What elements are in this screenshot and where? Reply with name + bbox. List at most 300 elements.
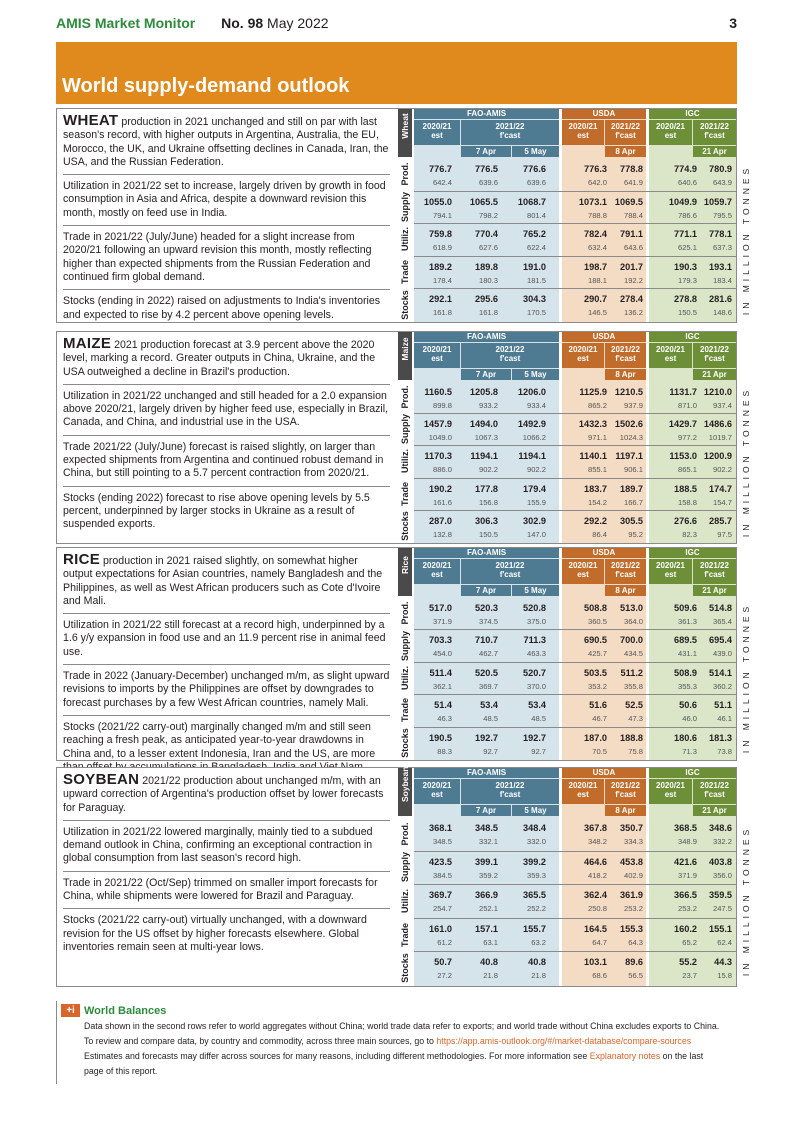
source-usda: USDA <box>562 332 646 342</box>
row-label-text: Supply <box>400 191 410 222</box>
world-value: 689.5 <box>674 635 697 646</box>
world-value: 695.4 <box>709 635 732 646</box>
world-value: 508.9 <box>674 667 697 678</box>
row-label-trade <box>398 257 412 290</box>
paragraph-text: Trade in 2021/22 (July/June) headed for a slight increase from 2020/21 following an upward revision this month, mostly reflecting higher than expected shipments from the Russian Federation and continued firm global demand. <box>63 231 372 283</box>
world-excl-china-value: 371.9 <box>432 617 452 626</box>
world-excl-china-value: 902.2 <box>478 465 498 475</box>
world-value: 1429.7 <box>668 419 697 430</box>
banner-title: World supply-demand outlook <box>62 75 350 97</box>
paragraph-text: Utilization in 2021/22 set to increase, largely driven by growth in food consumption in Asia and Africa, despite a downward revision this month, mostly on feed use in India. <box>63 180 386 219</box>
world-excl-china-value: 618.9 <box>432 243 452 253</box>
world-excl-china-value: 27.2 <box>437 971 452 981</box>
row-divider <box>414 727 736 728</box>
world-excl-china-value: 640.6 <box>677 178 697 187</box>
usda-forecast-header <box>605 779 646 804</box>
igc-estimate-header <box>649 120 692 145</box>
world-excl-china-value: 977.2 <box>677 433 697 443</box>
world-value: 306.3 <box>475 515 498 526</box>
source-usda: USDA <box>562 548 646 558</box>
world-excl-china-value: 82.3 <box>682 529 697 539</box>
row-label-text: Trade <box>400 922 410 947</box>
world-value: 778.8 <box>620 164 643 174</box>
world-excl-china-value: 158.8 <box>677 497 697 507</box>
world-excl-china-value: 146.5 <box>587 308 607 318</box>
fao-forecast-header <box>461 559 559 584</box>
season-type: f'cast <box>704 354 725 363</box>
fao-forecast-header <box>461 120 559 145</box>
world-excl-china-value: 971.1 <box>587 433 607 443</box>
world-excl-china-value: 362.1 <box>432 681 452 691</box>
world-excl-china-value: 795.5 <box>712 210 732 220</box>
row-label-text: Stocks <box>400 511 410 541</box>
season-label: 2020/21 <box>656 781 685 790</box>
world-excl-china-value: 418.2 <box>587 870 607 880</box>
season-type: est <box>431 790 443 799</box>
world-excl-china-value: 454.0 <box>432 649 452 659</box>
row-label-prod <box>398 159 412 192</box>
world-excl-china-value: 434.5 <box>623 649 643 659</box>
season-label: 2021/22 <box>611 345 640 354</box>
world-value: 399.2 <box>523 856 546 867</box>
season-type: f'cast <box>704 131 725 140</box>
commodity-heading: MAIZE <box>63 335 112 352</box>
world-excl-china-value: 937.9 <box>623 401 643 410</box>
world-excl-china-value: 641.9 <box>623 178 643 187</box>
world-balances-title: World Balances <box>84 1005 167 1017</box>
world-value: 362.4 <box>584 890 607 901</box>
unit-label <box>739 158 753 323</box>
world-excl-china-value: 348.9 <box>677 837 697 846</box>
row-label-utiliz <box>398 446 412 478</box>
world-excl-china-value: 178.4 <box>432 275 452 285</box>
world-excl-china-value: 1024.3 <box>619 433 643 443</box>
row-divider <box>414 288 736 289</box>
world-value: 348.6 <box>709 823 732 833</box>
world-value: 403.8 <box>709 856 732 867</box>
world-excl-china-value: 252.1 <box>478 904 498 914</box>
world-value: 189.7 <box>620 483 643 494</box>
commentary-paragraph <box>63 332 390 385</box>
world-excl-china-value: 166.7 <box>623 497 643 507</box>
source-fao-amis: FAO-AMIS <box>414 548 559 558</box>
world-excl-china-value: 801.4 <box>526 210 546 220</box>
season-label: 2021/22 <box>495 345 525 354</box>
world-excl-china-value: 15.8 <box>717 971 732 981</box>
fao-date-2: 5 May <box>512 146 559 157</box>
world-value: 1153.0 <box>669 451 697 462</box>
page-header <box>56 15 737 37</box>
season-type: f'cast <box>615 570 636 579</box>
world-value: 1486.6 <box>703 419 732 430</box>
world-excl-china-value: 332.1 <box>478 837 498 846</box>
world-value: 1200.9 <box>703 451 732 462</box>
world-value: 1206.0 <box>517 387 546 397</box>
balance-table <box>414 548 736 760</box>
world-excl-china-value: 63.2 <box>531 937 546 947</box>
usda-date: 8 Apr <box>605 805 646 816</box>
world-value: 359.5 <box>709 890 732 901</box>
usda-forecast-header <box>605 343 646 368</box>
fao-forecast-header <box>461 779 559 804</box>
paragraph-text: Utilization in 2021/22 lowered marginally, mainly tied to a subdued demand outlook in China, confirming an exceptional contraction in global consumption from last season's record high. <box>63 825 373 865</box>
fao-date-2: 5 May <box>512 805 559 816</box>
world-excl-china-value: 161.8 <box>478 308 498 318</box>
world-excl-china-value: 250.8 <box>587 904 607 914</box>
row-label-supply <box>398 630 412 662</box>
world-balances-note <box>56 1001 737 1084</box>
row-label-stocks <box>398 289 412 322</box>
season-label: 2020/21 <box>656 345 685 354</box>
world-excl-china-value: 625.1 <box>677 243 697 253</box>
world-excl-china-value: 643.6 <box>623 243 643 253</box>
igc-estimate-header <box>649 779 692 804</box>
world-excl-china-value: 95.2 <box>628 529 643 539</box>
world-excl-china-value: 73.8 <box>717 746 732 756</box>
row-label-text: Utiliz. <box>400 449 410 474</box>
world-value: 703.3 <box>429 635 452 646</box>
world-value: 278.8 <box>674 294 697 305</box>
world-excl-china-value: 46.7 <box>592 714 607 724</box>
world-excl-china-value: 360.2 <box>712 681 732 691</box>
world-value: 198.7 <box>584 261 607 272</box>
world-value: 192.7 <box>475 732 498 743</box>
commentary-paragraph <box>63 872 390 910</box>
season-label: 2021/22 <box>495 561 525 570</box>
row-divider <box>414 223 736 224</box>
world-value: 179.4 <box>523 483 546 494</box>
row-label-text: Prod. <box>400 822 410 846</box>
world-excl-china-value: 371.9 <box>677 870 697 880</box>
world-value: 183.7 <box>584 483 607 494</box>
unit-label <box>739 817 753 987</box>
world-value: 187.0 <box>584 732 607 743</box>
world-value: 305.5 <box>620 515 643 526</box>
unit-label-text: IN MILLION TONNES <box>741 825 751 977</box>
commentary-paragraph <box>63 548 390 614</box>
source-fao-amis: FAO-AMIS <box>414 109 559 119</box>
world-value: 361.9 <box>620 890 643 901</box>
world-excl-china-value: 68.6 <box>592 971 607 981</box>
fao-forecast-header <box>461 343 559 368</box>
world-value: 1432.3 <box>578 419 607 430</box>
world-value: 174.7 <box>709 483 732 494</box>
unit-label <box>739 597 753 761</box>
world-excl-china-value: 150.5 <box>677 308 697 318</box>
world-value: 1197.1 <box>615 451 643 462</box>
row-label-text: Trade <box>400 481 410 506</box>
source-fao-amis: FAO-AMIS <box>414 768 559 778</box>
world-value: 776.6 <box>523 164 546 174</box>
world-value: 191.0 <box>523 261 546 272</box>
balance-table <box>414 768 736 986</box>
row-label-stocks <box>398 952 412 986</box>
commentary-paragraph <box>63 665 390 716</box>
fao-estimate-header <box>414 779 460 804</box>
commodity-commentary <box>57 768 396 986</box>
world-value: 453.8 <box>620 856 643 867</box>
unit-label-text: IN MILLION TONNES <box>741 602 751 754</box>
world-value: 181.3 <box>709 732 732 743</box>
season-label: 2021/22 <box>611 122 640 131</box>
world-value: 201.7 <box>620 261 643 272</box>
world-excl-china-value: 639.6 <box>478 178 498 187</box>
fao-date-1: 7 Apr <box>461 369 511 380</box>
season-label: 2021/22 <box>700 781 729 790</box>
season-type: f'cast <box>499 354 521 363</box>
paragraph-text: 2021 production forecast at 3.9 percent above the 2020 level, marking a record. Greater outputs in China, Ukraine, and the USA outweighed a decline in Brazil's production. <box>63 339 376 378</box>
world-value: 509.6 <box>674 603 697 613</box>
world-value: 190.2 <box>429 483 452 494</box>
row-divider <box>414 510 736 511</box>
commodity-heading: RICE <box>63 551 101 568</box>
paragraph-text: production in 2021 unchanged and still on par with last season's record, with higher outputs in Argentina, Australia, the EU, Morocco, the UK, and Ukraine offsetting declines in Canada, Iran, the USA, and the Russian Federation. <box>63 116 389 168</box>
world-value: 295.6 <box>475 294 498 305</box>
world-value: 161.0 <box>429 923 452 934</box>
world-value: 350.7 <box>620 823 643 833</box>
balance-table <box>414 332 736 543</box>
world-excl-china-value: 1067.3 <box>474 433 498 443</box>
world-excl-china-value: 161.8 <box>432 308 452 318</box>
world-excl-china-value: 788.4 <box>623 210 643 220</box>
source-usda: USDA <box>562 109 646 119</box>
world-excl-china-value: 332.2 <box>712 837 732 846</box>
world-excl-china-value: 906.1 <box>623 465 643 475</box>
world-excl-china-value: 86.4 <box>592 529 607 539</box>
world-excl-china-value: 70.5 <box>592 746 607 756</box>
world-excl-china-value: 384.5 <box>432 870 452 880</box>
fao-date-1: 7 Apr <box>461 585 511 596</box>
world-excl-china-value: 136.2 <box>623 308 643 318</box>
world-value: 278.4 <box>620 294 643 305</box>
world-excl-china-value: 348.5 <box>432 837 452 846</box>
commodity-heading: SOYBEAN <box>63 771 140 788</box>
usda-forecast-header <box>605 559 646 584</box>
world-value: 511.2 <box>620 667 643 678</box>
world-value: 1073.1 <box>578 196 607 207</box>
world-value: 276.6 <box>674 515 697 526</box>
world-excl-china-value: 332.0 <box>526 837 546 846</box>
world-value: 1068.7 <box>517 196 546 207</box>
world-value: 710.7 <box>475 635 498 646</box>
world-value: 776.3 <box>584 164 607 174</box>
paragraph-text: 2021/22 production about unchanged m/m, with an upward correction of Argentina's production offset by lower forecasts for Paraguay. <box>63 775 384 814</box>
world-value: 776.5 <box>475 164 498 174</box>
world-value: 711.3 <box>523 635 546 646</box>
world-value: 189.8 <box>475 261 498 272</box>
row-label-text: Supply <box>400 414 410 445</box>
world-value: 770.4 <box>475 229 498 240</box>
world-excl-china-value: 361.3 <box>677 617 697 626</box>
commentary-paragraph <box>63 226 390 290</box>
world-value: 302.9 <box>523 515 546 526</box>
season-label: 2020/21 <box>568 781 598 790</box>
row-label-text: Prod. <box>400 601 410 625</box>
world-excl-china-value: 46.3 <box>437 714 452 724</box>
world-excl-china-value: 364.0 <box>623 617 643 626</box>
world-value: 292.1 <box>429 294 452 305</box>
commodity-side-label <box>398 332 412 380</box>
world-excl-china-value: 374.5 <box>478 617 498 626</box>
world-excl-china-value: 88.3 <box>437 746 452 756</box>
world-value: 423.5 <box>429 856 452 867</box>
row-label-text: Utiliz. <box>400 665 410 690</box>
world-value: 285.7 <box>709 515 732 526</box>
row-label-text: Stocks <box>400 728 410 758</box>
usda-date: 8 Apr <box>605 585 646 596</box>
world-excl-china-value: 370.0 <box>526 681 546 691</box>
world-value: 780.9 <box>709 164 732 174</box>
usda-estimate-header <box>562 779 604 804</box>
world-excl-china-value: 188.1 <box>587 275 607 285</box>
world-value: 464.6 <box>584 856 607 867</box>
world-excl-china-value: 150.5 <box>478 529 498 539</box>
world-excl-china-value: 627.6 <box>478 243 498 253</box>
season-label: 2020/21 <box>568 561 598 570</box>
igc-estimate-header <box>649 343 692 368</box>
world-value: 1492.9 <box>517 419 546 430</box>
world-value: 1055.0 <box>423 196 452 207</box>
world-excl-china-value: 637.3 <box>712 243 732 253</box>
world-excl-china-value: 899.8 <box>432 401 452 410</box>
world-excl-china-value: 933.2 <box>478 401 498 410</box>
season-type: est <box>431 570 443 579</box>
igc-forecast-header <box>693 779 736 804</box>
world-excl-china-value: 75.8 <box>628 746 643 756</box>
commodity-name: Soybean <box>400 766 410 802</box>
world-excl-china-value: 937.4 <box>712 401 732 410</box>
row-divider <box>414 662 736 663</box>
paragraph-text: Stocks (ending 2022) forecast to rise above opening levels by 5.5 percent, underpinned by larger stocks in Ukraine as a result of suspended exports. <box>63 491 370 531</box>
igc-date: 21 Apr <box>693 369 736 380</box>
commodity-commentary <box>57 109 396 322</box>
world-excl-china-value: 63.1 <box>483 937 498 947</box>
commodity-side-label <box>398 109 412 157</box>
row-divider <box>414 478 736 479</box>
world-excl-china-value: 1019.7 <box>708 433 732 443</box>
world-value: 700.0 <box>620 635 643 646</box>
world-excl-china-value: 439.0 <box>712 649 732 659</box>
compare-sources-link[interactable]: https://app.amis-outlook.org/#/market-database/compare-sources <box>436 1036 692 1046</box>
world-value: 53.4 <box>528 700 546 711</box>
row-label-text: Stocks <box>400 289 410 320</box>
world-excl-china-value: 355.3 <box>677 681 697 691</box>
world-value: 155.7 <box>523 923 546 934</box>
world-value: 292.2 <box>584 515 607 526</box>
igc-forecast-header <box>693 343 736 368</box>
season-type: est <box>431 354 443 363</box>
row-label-text: Prod. <box>400 162 410 186</box>
commodity-name: Wheat <box>400 113 410 139</box>
unit-label-text: IN MILLION TONNES <box>741 164 751 315</box>
world-value: 421.6 <box>674 856 697 867</box>
row-label-prod <box>398 598 412 630</box>
world-excl-china-value: 632.4 <box>587 243 607 253</box>
world-excl-china-value: 871.0 <box>677 401 697 410</box>
world-excl-china-value: 92.7 <box>483 746 498 756</box>
season-label: 2020/21 <box>568 345 598 354</box>
world-value: 514.1 <box>709 667 732 678</box>
world-value: 1194.1 <box>470 451 498 462</box>
world-value: 89.6 <box>625 957 643 968</box>
row-label-text: Prod. <box>400 385 410 409</box>
commentary-paragraph <box>63 109 390 175</box>
season-label: 2021/22 <box>700 561 729 570</box>
source-usda: USDA <box>562 768 646 778</box>
world-excl-china-value: 359.2 <box>478 870 498 880</box>
usda-estimate-header <box>562 120 604 145</box>
world-value: 188.5 <box>674 483 697 494</box>
world-value: 1059.7 <box>703 196 732 207</box>
row-label-utiliz <box>398 224 412 257</box>
season-type: f'cast <box>499 790 521 799</box>
usda-date: 8 Apr <box>605 146 646 157</box>
source-igc: IGC <box>649 332 736 342</box>
season-type: est <box>577 131 589 140</box>
world-value: 513.0 <box>620 603 643 613</box>
row-label-utiliz <box>398 885 412 919</box>
world-excl-china-value: 463.3 <box>526 649 546 659</box>
explanatory-notes-link[interactable]: Explanatory notes <box>589 1051 661 1061</box>
world-excl-china-value: 180.3 <box>478 275 498 285</box>
source-igc: IGC <box>649 109 736 119</box>
igc-forecast-header <box>693 120 736 145</box>
balance-table <box>414 109 736 322</box>
igc-date: 21 Apr <box>693 146 736 157</box>
world-excl-china-value: 359.3 <box>526 870 546 880</box>
world-excl-china-value: 622.4 <box>526 243 546 253</box>
world-value: 290.7 <box>584 294 607 305</box>
commodity-commentary <box>57 548 396 760</box>
world-excl-china-value: 254.7 <box>432 904 452 914</box>
world-value: 1205.8 <box>469 387 498 397</box>
world-value: 188.8 <box>620 732 643 743</box>
world-value: 192.7 <box>523 732 546 743</box>
igc-estimate-header <box>649 559 692 584</box>
commentary-paragraph <box>63 614 390 665</box>
row-divider <box>414 884 736 885</box>
season-type: est <box>577 354 589 363</box>
world-excl-china-value: 402.9 <box>623 870 643 880</box>
source-igc: IGC <box>649 768 736 778</box>
world-value: 160.2 <box>674 923 697 934</box>
row-divider <box>414 191 736 192</box>
row-divider <box>414 851 736 852</box>
world-value: 348.5 <box>475 823 498 833</box>
row-divider <box>414 413 736 414</box>
paragraph-text: Trade 2021/22 (July/June) forecast is raised slightly, on larger than expected shipments from Argentina and continued robust demand in China, but still pointing to a 5.7 percent contraction from 2020/21. <box>63 440 384 480</box>
row-label-text: Utiliz. <box>400 888 410 913</box>
world-value: 778.1 <box>709 229 732 240</box>
world-excl-china-value: 47.3 <box>628 714 643 724</box>
paragraph-text: Stocks (ending in 2022) raised on adjustments to India's inventories and expected to rise by 4.2 percent above opening levels. <box>63 295 381 321</box>
world-excl-china-value: 375.0 <box>526 617 546 626</box>
commodity-commentary <box>57 332 396 543</box>
row-label-text: Trade <box>400 260 410 285</box>
world-value: 50.6 <box>679 700 697 711</box>
season-type: est <box>664 570 677 579</box>
world-value: 53.4 <box>480 700 498 711</box>
world-value: 304.3 <box>523 294 546 305</box>
world-value: 774.9 <box>674 164 697 174</box>
season-type: est <box>431 131 443 140</box>
season-label: 2020/21 <box>422 345 452 354</box>
world-value: 281.6 <box>709 294 732 305</box>
world-value: 103.1 <box>584 957 607 968</box>
world-excl-china-value: 355.8 <box>623 681 643 691</box>
season-type: f'cast <box>615 354 636 363</box>
fao-date-1: 7 Apr <box>461 805 511 816</box>
